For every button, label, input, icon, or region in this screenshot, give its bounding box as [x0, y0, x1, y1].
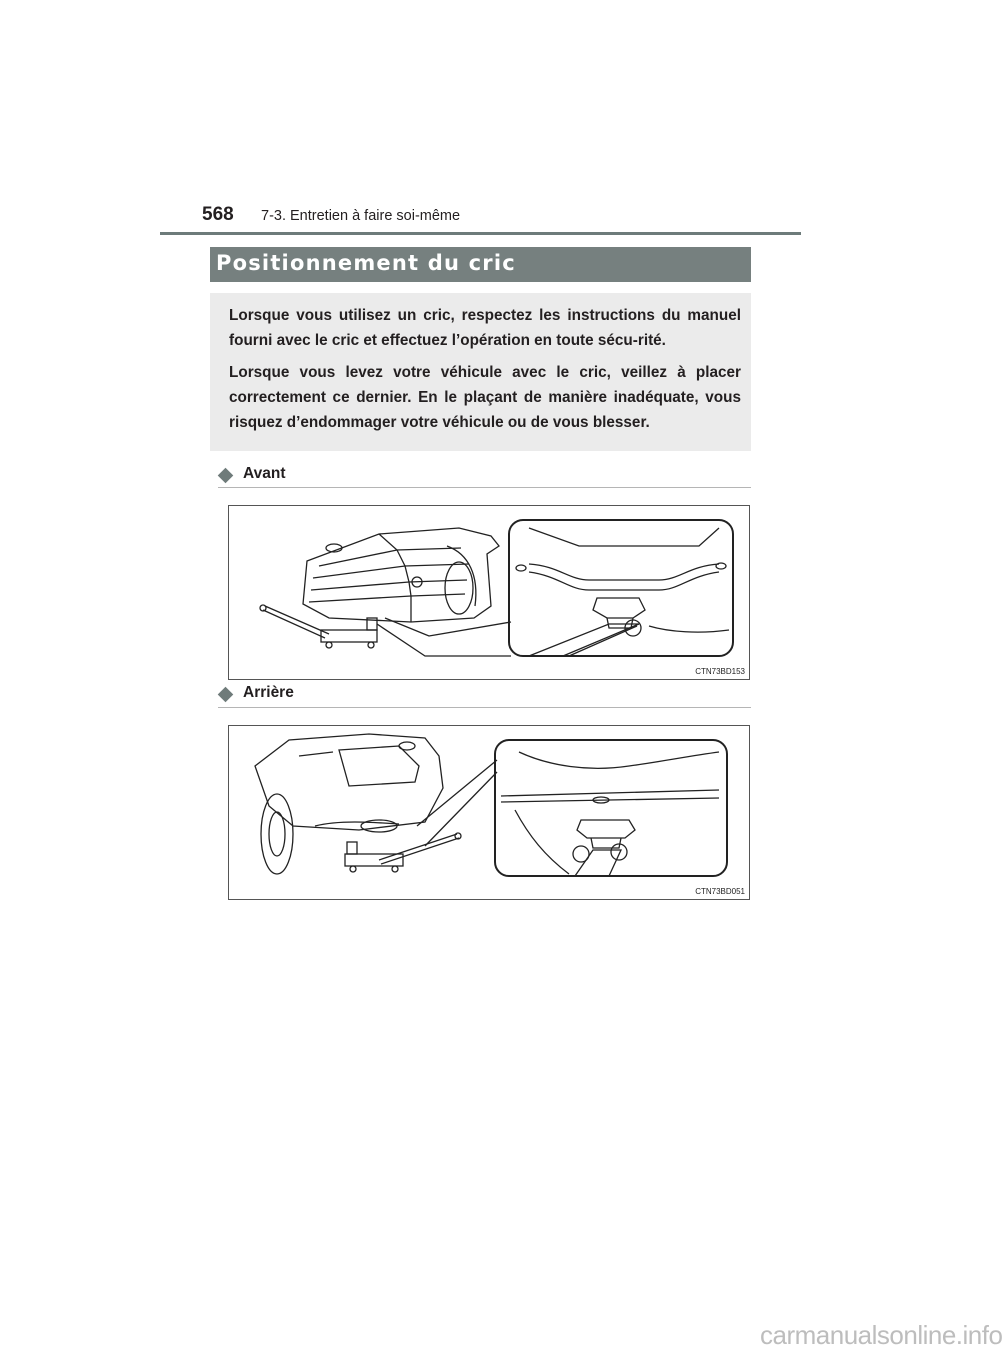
- header-rule: [160, 232, 801, 235]
- subhead-rule: [218, 707, 751, 708]
- subhead-rule: [218, 487, 751, 488]
- subhead-rear: [218, 684, 751, 708]
- subhead-label: Arrière: [243, 684, 294, 701]
- figure-code: CTN73BD051: [695, 887, 745, 896]
- section-title: Positionnement du cric: [216, 251, 516, 275]
- subhead-label: Avant: [243, 465, 286, 482]
- figure-front-jack-point: [228, 505, 750, 680]
- rear-jack-illustration: [229, 726, 749, 899]
- figure-rear-jack-point: [228, 725, 750, 900]
- figure-code: CTN73BD153: [695, 667, 745, 676]
- chapter-title: 7-3. Entretien à faire soi-même: [261, 208, 461, 224]
- subhead-front: [218, 465, 751, 489]
- front-jack-illustration: [229, 506, 749, 679]
- intro-box: [210, 293, 751, 451]
- intro-paragraph: Lorsque vous utilisez un cric, respectez les instructions du manuel fourni avec le cric et effectuez l’opération en toute sécu-rité.: [229, 307, 741, 349]
- diamond-bullet-icon: [218, 468, 234, 484]
- diamond-bullet-icon: [218, 687, 234, 703]
- intro-paragraph: Lorsque vous levez votre véhicule avec le cric, veillez à placer correctement ce dernier. En le plaçant de manière inadéquate, vous risquez d’endommager votre véhicule ou de vous blesser.: [229, 364, 741, 431]
- page-number: 568: [202, 204, 234, 225]
- watermark: carmanualsonline.info: [760, 1320, 1002, 1350]
